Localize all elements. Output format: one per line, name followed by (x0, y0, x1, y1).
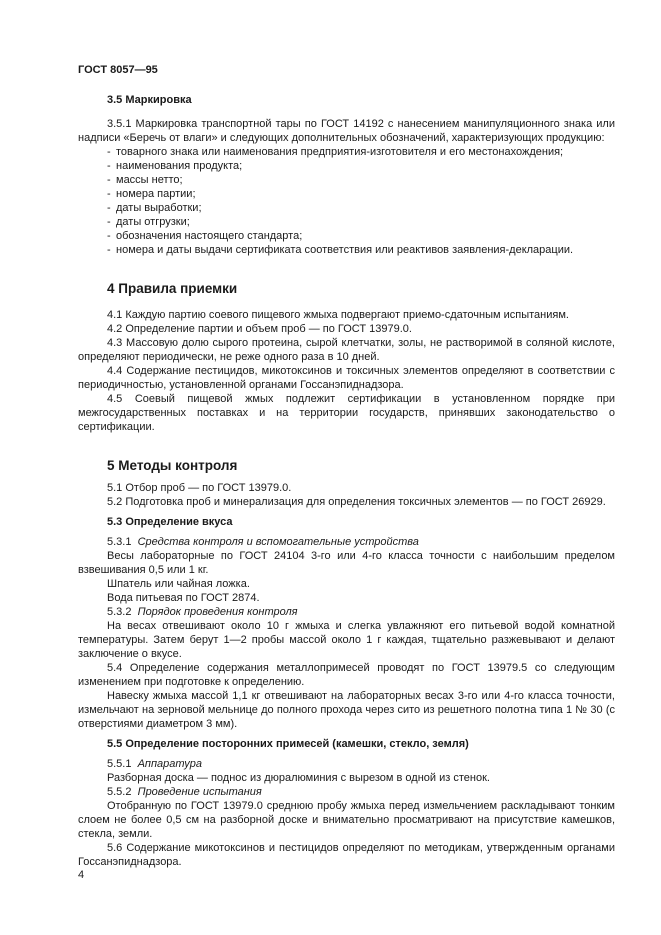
section-3-5-title: 3.5 Маркировка (107, 94, 192, 106)
paragraph-3-5-1: 3.5.1 Маркировка транспортной тары по ГОСТ 14192 с нанесением манипуляционного знака или надписи «Беречь от влаги» и следующих дополнительных обозначений, характеризующих продукцию: (78, 118, 615, 144)
paragraph-4-3: 4.3 Массовую долю сырого протеина, сырой клетчатки, золы, не растворимой в соляной кислоте, определяют периодически, не реже одного раза в 10 дней. (78, 337, 615, 363)
section-4-title: 4 Правила приемки (107, 281, 238, 296)
paragraph-5-3-1-b: Шпатель или чайная ложка. (107, 578, 250, 590)
paragraph-4-4: 4.4 Содержание пестицидов, микотоксинов и токсичных элементов определяют в соответствии с периодичностью, установленной органами Госсанэпиднадзора. (78, 365, 615, 391)
paragraph-5-5-1: 5.5.1 Аппаратура (107, 758, 203, 770)
paragraph-5-3-1-c: Вода питьевая по ГОСТ 2874. (107, 592, 260, 604)
list-item: - товарного знака или наименования предприятия-изготовителя и его местонахождения; (107, 146, 564, 158)
list-item: - массы нетто; (107, 174, 183, 186)
marking-list (78, 145, 615, 257)
paragraph-5-1: 5.1 Отбор проб — по ГОСТ 13979.0. (107, 482, 292, 494)
paragraph-5-4: 5.4 Определение содержания металлопримесей проводят по ГОСТ 13979.5 со следующим изменением при подготовке к определению. (78, 662, 615, 688)
paragraph-4-1: 4.1 Каждую партию соевого пищевого жмыха подвергают приемо-сдаточным испытаниям. (107, 309, 569, 321)
paragraph-5-3-2: 5.3.2 Порядок проведения контроля (107, 606, 298, 618)
page-number: 4 (78, 869, 85, 881)
list-item: - даты отгрузки; (107, 216, 190, 228)
list-item: - наименования продукта; (107, 160, 243, 172)
list-item: - даты выработки; (107, 202, 202, 214)
list-item: - номера и даты выдачи сертификата соответствия или реактивов заявления-декларации. (107, 244, 574, 256)
document-body (78, 93, 615, 869)
list-item: - обозначения настоящего стандарта; (107, 230, 303, 242)
paragraph-4-2: 4.2 Определение партии и объем проб — по ГОСТ 13979.0. (107, 323, 412, 335)
paragraph-5-5-2: 5.5.2 Проведение испытания (107, 786, 262, 798)
paragraph-5-3-1-a: Весы лабораторные по ГОСТ 24104 3-го или 4-го класса точности с наибольшим пределом взвешивания 0,5 или 1 кг. (78, 550, 615, 576)
section-5-5-title: 5.5 Определение посторонних примесей (камешки, стекло, земля) (107, 738, 469, 750)
paragraph-4-5: 4.5 Соевый пищевой жмых подлежит сертификации в установленном порядке при межгосударственных поставках и на территории государств, принявших законодательство о сертификации. (78, 393, 615, 433)
list-item: - номера партии; (107, 188, 196, 200)
paragraph-5-4-b: Навеску жмыха массой 1,1 кг отвешивают на лабораторных весах 3-го или 4-го класса точности, измельчают на зерновой мельнице до полного прохода через сито из решетного полотна типа 1 № 30 (с отверстиями диаметром 3 мм). (78, 690, 615, 730)
paragraph-5-5-1-a: Разборная доска — поднос из дюралюминия с вырезом в одной из стенок. (107, 772, 490, 784)
paragraph-5-3-1: 5.3.1 Средства контроля и вспомогательные устройства (107, 536, 419, 548)
document-header: ГОСТ 8057—95 (78, 64, 158, 76)
section-5-title: 5 Методы контроля (107, 458, 238, 473)
section-5-3-title: 5.3 Определение вкуса (107, 516, 233, 528)
paragraph-5-5-2-a: Отобранную по ГОСТ 13979.0 среднюю пробу жмыха перед измельчением раскладывают тонким слоем не более 0,5 см на разборной доске и внимательно просматривают на присутствие камешков, стекла, земли. (78, 800, 615, 840)
paragraph-5-3-2-a: На весах отвешивают около 10 г жмыха и слегка увлажняют его питьевой водой комнатной температуры. Затем берут 1—2 пробы массой около 1 г каждая, тщательно разжевывают и делают заключение о вкусе. (78, 620, 615, 660)
paragraph-5-6: 5.6 Содержание микотоксинов и пестицидов определяют по методикам, утвержденным органами Госсанэпиднадзора. (78, 842, 615, 868)
paragraph-5-2: 5.2 Подготовка проб и минерализация для определения токсичных элементов — по ГОСТ 26929. (107, 496, 606, 508)
